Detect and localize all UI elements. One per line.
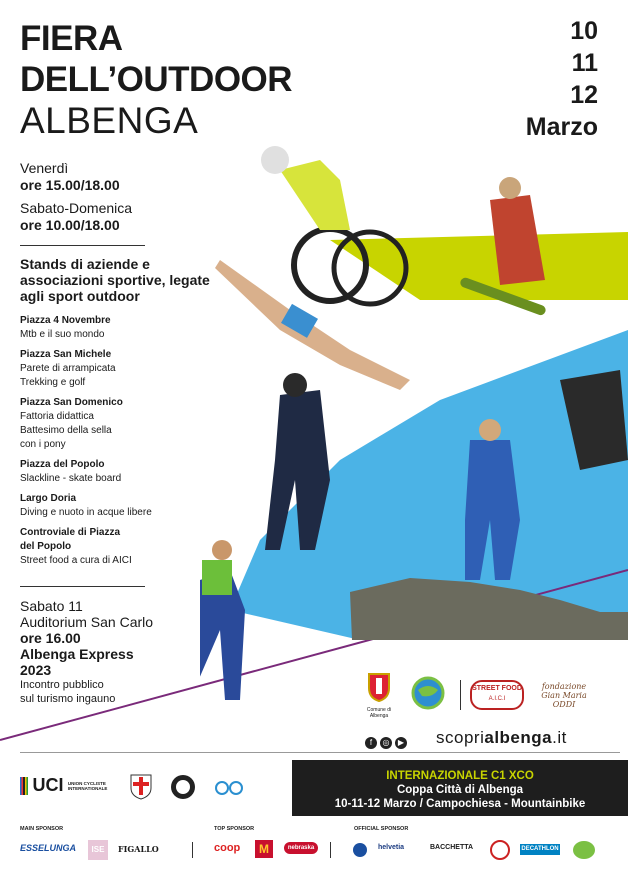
uci-subtext: UNION CYCLISTE INTERNATIONALE [67, 780, 108, 791]
venue-detail: Diving e nuoto in acque libere [20, 507, 152, 518]
race-banner [292, 760, 628, 816]
cycling-federation-icon [214, 780, 244, 796]
venue-detail: Fattoria didattica [20, 411, 94, 422]
golfer-figure [265, 373, 330, 550]
venue-item [20, 526, 200, 568]
venue-name: Piazza San Michele [20, 349, 112, 360]
venue-detail: Slackline - skate board [20, 473, 122, 484]
venue-detail: Parete di arrampicata [20, 363, 116, 374]
figallo-logo: FIGALLO [118, 844, 159, 854]
mountain-biker-figure [261, 146, 406, 304]
date-day-2: 11 [571, 49, 598, 77]
venue-name: Largo Doria [20, 493, 77, 504]
title-line-2: DELL’OUTDOOR [20, 60, 293, 99]
bacchetta-logo: BACCHETTA [430, 844, 474, 851]
venue-item [20, 314, 200, 342]
youtube-icon[interactable]: ▶ [395, 737, 407, 749]
uci-text: UCI [32, 775, 64, 795]
top-sponsor-label: TOP SPONSOR [214, 826, 255, 832]
saturday-day: Sabato 11 [20, 598, 83, 614]
globe-icon [410, 676, 446, 710]
hiker-figure [465, 419, 520, 580]
ise-logo: ISE [88, 840, 108, 860]
schedule-day-1: Venerdì [20, 160, 69, 176]
saturday-desc-1: Incontro pubblico [20, 679, 104, 691]
banner-title: INTERNAZIONALE C1 XCO [386, 770, 534, 782]
banner-line-3: 10-11-12 Marzo / Campochiesa - Mountainbike [334, 798, 586, 810]
street-food-label: STREET FOOD [472, 685, 522, 692]
divider-2 [20, 586, 145, 587]
uci-rainbow-icon [20, 777, 28, 795]
uci-logo [20, 775, 112, 796]
street-food-logo [470, 680, 524, 710]
venue-item [20, 396, 200, 452]
sponsor-divider-2 [330, 842, 331, 858]
website-suffix: .it [552, 728, 567, 747]
venue-item [20, 348, 200, 390]
green-sponsor-icon [572, 840, 596, 860]
venue-detail: Trekking e golf [20, 377, 86, 388]
footer-divider [20, 752, 620, 753]
venue-detail: Mtb e il suo mondo [20, 329, 105, 340]
sponsor-divider-1 [192, 842, 193, 858]
schedule-hours-2: ore 10.00/18.00 [20, 217, 120, 233]
venue-detail: con i pony [20, 439, 66, 450]
coat-of-arms-icon [367, 672, 391, 702]
banner-line-2: Coppa Città di Albenga [396, 784, 524, 796]
venues-list [20, 314, 200, 568]
albenga-globe-logo [410, 676, 446, 715]
saturday-place: Auditorium San Carlo [20, 614, 154, 630]
date-month: Marzo [525, 113, 598, 141]
title-line-3: ALBENGA [20, 100, 199, 141]
title-line-1: FIERA [20, 19, 123, 58]
event-dates [526, 15, 598, 143]
diver-figure [215, 260, 410, 390]
venue-name: Piazza del Popolo [20, 459, 105, 470]
skateboarder-figure [459, 177, 547, 316]
schedule-block [20, 160, 132, 234]
venue-name: Piazza 4 Novembre [20, 315, 111, 326]
main-sponsor-label: MAIN SPONSOR [20, 826, 64, 832]
athletes-illustration [200, 140, 628, 730]
venue-name: Piazza San Domenico [20, 397, 123, 408]
fondazione-oddi-logo: fondazione Gian Maria ODDI [541, 682, 587, 709]
schedule-hours-1: ore 15.00/18.00 [20, 177, 120, 193]
street-food-sub: A.I.C.I [488, 696, 506, 702]
region-crest-icon [130, 774, 152, 800]
instagram-icon[interactable]: ◎ [380, 737, 392, 749]
comune-logo [358, 672, 400, 719]
venue-item [20, 458, 200, 486]
venue-detail: Battesimo della sella [20, 425, 112, 436]
scuba-diver-figure [560, 370, 628, 470]
event-title [20, 18, 292, 141]
venue-item [20, 492, 200, 520]
date-day-3: 12 [570, 81, 598, 109]
website-bold: albenga [484, 728, 553, 747]
coop-logo: coop [214, 842, 241, 854]
round-sponsor-icon [490, 840, 510, 860]
helvetia-logo: helvetia [378, 844, 405, 851]
date-day-1: 10 [570, 17, 598, 45]
esselunga-logo: ESSELUNGA [20, 843, 77, 853]
slackliner-figure [200, 540, 245, 700]
saturday-desc-2: sul turismo ingauno [20, 693, 116, 705]
official-sponsor-label: OFFICIAL SPONSOR [354, 826, 409, 832]
official-sponsor-badge-icon [352, 842, 368, 858]
club-badge-icon [170, 774, 196, 800]
logo-divider [460, 680, 461, 710]
saturday-event [20, 598, 153, 706]
saturday-event-year: 2023 [20, 662, 52, 678]
nebraska-logo: nebraska [284, 842, 318, 854]
venue-name: Controviale di Piazza del Popolo [20, 527, 121, 552]
venue-detail: Street food a cura di AICI [20, 555, 132, 566]
social-links [365, 732, 410, 750]
stands-description: Stands di aziende e associazioni sportive, legate agli sport outdoor [20, 256, 210, 304]
divider-1 [20, 245, 145, 246]
saturday-event-name: Albenga Express [20, 646, 134, 662]
website-link[interactable] [436, 728, 567, 748]
comune-label: Comune di Albenga [366, 707, 392, 719]
decathlon-logo: DECATHLON [520, 844, 560, 855]
facebook-icon[interactable]: f [365, 737, 377, 749]
schedule-day-2: Sabato-Domenica [20, 200, 133, 216]
saturday-time: ore 16.00 [20, 630, 81, 646]
website-prefix: scopri [436, 728, 485, 747]
mcdonalds-logo: M [255, 840, 273, 858]
